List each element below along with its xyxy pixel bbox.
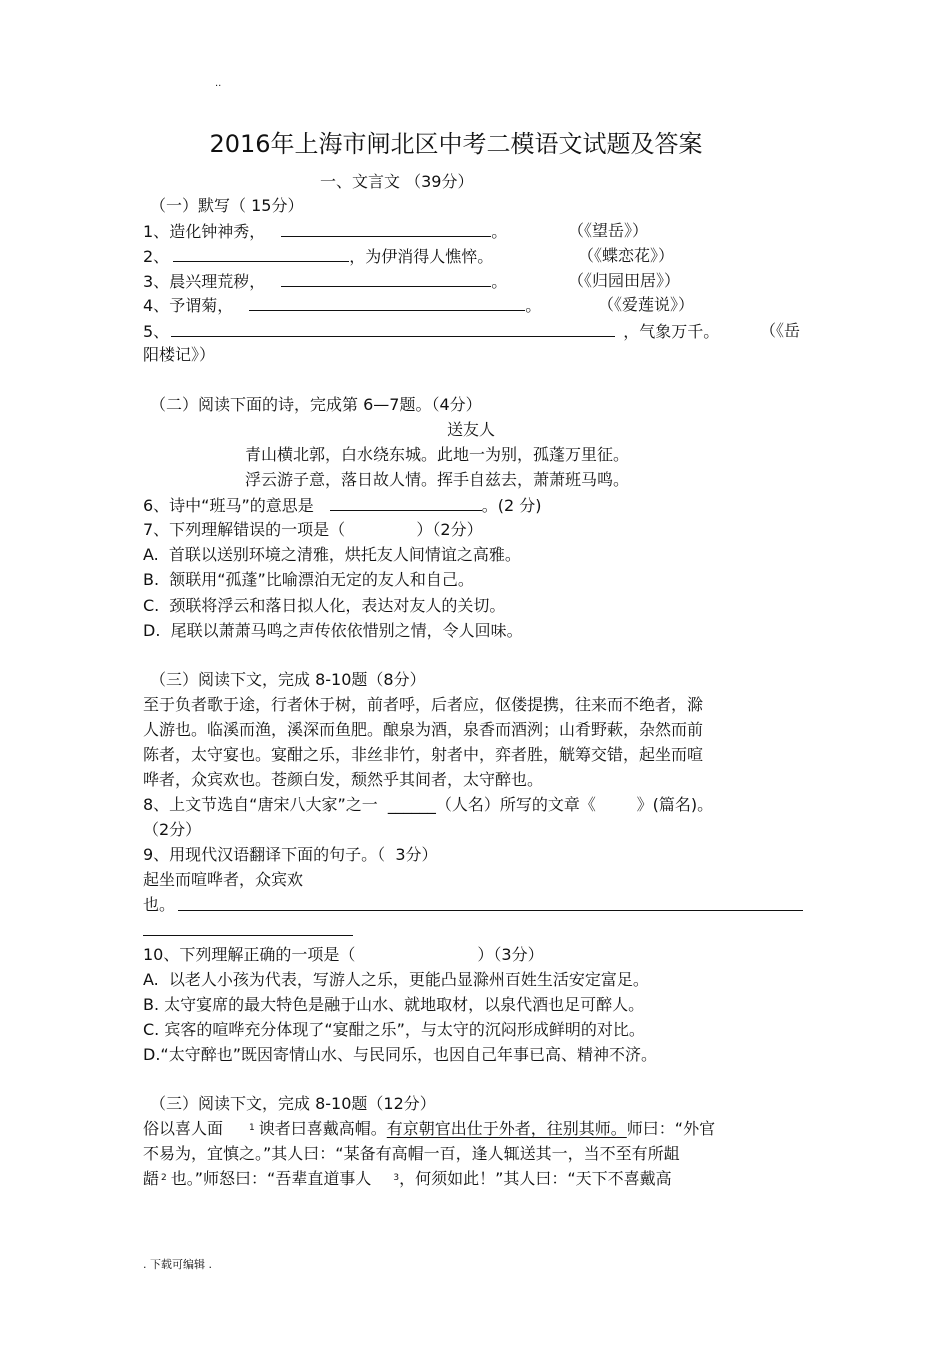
question-8: 8、上文节选自“唐宋八大家”之一 ______（人名）所写的文章《 》(篇名)。: [143, 795, 714, 814]
item-end: 。: [491, 222, 508, 241]
item-number: 1、: [143, 222, 170, 241]
answer-blank[interactable]: [330, 495, 482, 511]
item-number: 5、: [143, 322, 170, 341]
item-prompt: 造化钟神秀，: [169, 222, 266, 241]
passage2-line-3: [143, 1169, 672, 1192]
option-c: C. 颈联将浮云和落日拟人化，表达对友人的关切。: [143, 596, 506, 615]
item-end: ，为伊消得人憔悴。: [349, 247, 494, 266]
footer-note: . 下载可编辑 .: [143, 1258, 212, 1271]
item-number: 3、: [143, 272, 170, 291]
answer-line[interactable]: [143, 935, 353, 936]
poem-line-2: 浮云游子意，落日故人情。挥手自兹去，萧萧班马鸣。: [245, 470, 630, 489]
source-4: （《爱莲说》）: [598, 295, 695, 314]
option-b: B. 颔联用“孤蓬”比喻漂泊无定的友人和自己。: [143, 570, 474, 589]
item-end: ，气象万千。: [623, 322, 720, 341]
recite-item-1: [143, 221, 507, 242]
header-mark: ..: [215, 78, 222, 89]
question-9: 9、用现代汉语翻译下面的句子。（ 3分）: [143, 845, 438, 864]
part2-heading: （二）阅读下面的诗，完成第 6—7题。（4分）: [150, 395, 482, 414]
part4-heading: （三）阅读下文，完成 8-10题（12分）: [150, 1094, 436, 1113]
answer-blank[interactable]: [249, 295, 525, 311]
item-end: 。: [525, 296, 542, 315]
poem-title: 送友人: [447, 420, 496, 439]
answer-blank[interactable]: [281, 221, 491, 237]
item-number: 2、: [143, 247, 170, 266]
question-6: [143, 495, 542, 516]
question-10: 10、下列理解正确的一项是（ ）（3分）: [143, 945, 544, 964]
option-d: D. 尾联以萧萧马鸣之声传依依惜别之情，令人回味。: [143, 621, 523, 640]
passage-text: 也。”师怒曰：“吾辈直道事人: [170, 1169, 372, 1188]
part1-heading: （一）默写（ 15分）: [150, 196, 304, 215]
recite-item-2: [143, 246, 493, 267]
source-3: （《归园田居》）: [568, 271, 681, 290]
option-b: B. 太守宴席的最大特色是融于山水、就地取材，以泉代酒也足可醉人。: [143, 995, 645, 1014]
source-2: （《蝶恋花》）: [578, 246, 675, 265]
passage-line-4: 哗者，众宾欢也。苍颜白发，颓然乎其间者，太守醉也。: [143, 770, 544, 789]
question-9-end: 也。: [143, 895, 176, 914]
footnote-mark: 2: [161, 1173, 167, 1183]
passage-text: ，何须如此！”其人曰：“天下不喜戴高: [399, 1169, 672, 1188]
recite-item-3: [143, 271, 507, 292]
passage2-line-2: 不易为，宜慎之。”其人曰：“某备有高帽一百，逢人辄送其一，当不至有所龃: [143, 1144, 680, 1163]
item-number: 4、: [143, 296, 170, 315]
footnote-mark: 1: [249, 1123, 255, 1133]
passage2-line-1: [143, 1119, 715, 1142]
page-title: 2016年上海市闸北区中考二模语文试题及答案: [209, 130, 703, 158]
passage-line-2: 人游也。临溪而渔，溪深而鱼肥。酿泉为酒，泉香而酒洌；山肴野蔌，杂然而前: [143, 720, 704, 739]
section-heading: 一、文言文 （39分）: [320, 172, 474, 191]
part3-heading: （三）阅读下文，完成 8-10题（8分）: [150, 670, 426, 689]
question-8-score: （2分）: [143, 820, 202, 839]
option-a: A. 以老人小孩为代表，写游人之乐，更能凸显滁州百姓生活安定富足。: [143, 970, 649, 989]
answer-line[interactable]: [178, 910, 803, 911]
source-5-cont: 阳楼记》）: [143, 345, 216, 364]
answer-blank[interactable]: [173, 246, 349, 262]
footnote-mark: 3: [393, 1173, 400, 1183]
source-1: （《望岳》）: [568, 221, 649, 240]
question-text: 6、诗中“班马”的意思是: [143, 496, 314, 515]
source-5: （《岳: [760, 321, 801, 340]
question-7: 7、下列理解错误的一项是（ ）（2分）: [143, 520, 483, 539]
passage-text: 龉: [143, 1169, 160, 1188]
passage-text: 师曰：“外官: [626, 1119, 716, 1138]
passage-line-1: 至于负者歌于途，行者休于树，前者呼，后者应，伛偻提携，往来而不绝者，滁: [143, 695, 704, 714]
question-score: 。(2 分): [481, 496, 542, 515]
item-prompt: 晨兴理荒秽，: [169, 272, 266, 291]
passage-line-3: 陈者，太守宴也。宴酣之乐，非丝非竹，射者中，弈者胜，觥筹交错，起坐而喧: [143, 745, 704, 764]
option-d: D.“太守醉也”既因寄情山水、与民同乐，也因自己年事已高、精神不济。: [143, 1045, 657, 1064]
item-end: 。: [491, 272, 508, 291]
passage-text: 谀者曰喜戴高帽。: [258, 1119, 387, 1138]
underlined-sentence: 有京朝官出仕于外者，往别其师。: [386, 1119, 627, 1138]
poem-line-1: 青山横北郭，白水绕东城。此地一为别，孤蓬万里征。: [245, 445, 630, 464]
answer-blank[interactable]: [171, 321, 615, 337]
recite-item-4: [143, 295, 541, 316]
item-prompt: 予谓菊，: [169, 296, 234, 315]
option-a: A. 首联以送别环境之清雅，烘托友人间情谊之高雅。: [143, 545, 521, 564]
option-c: C. 宾客的喧哗充分体现了“宴酣之乐”，与太守的沉闷形成鲜明的对比。: [143, 1020, 645, 1039]
answer-blank[interactable]: [281, 271, 491, 287]
passage-text: 俗以喜人面: [143, 1119, 224, 1138]
recite-item-5: [143, 321, 719, 342]
question-9-sentence: 起坐而喧哗者，众宾欢: [143, 870, 304, 889]
